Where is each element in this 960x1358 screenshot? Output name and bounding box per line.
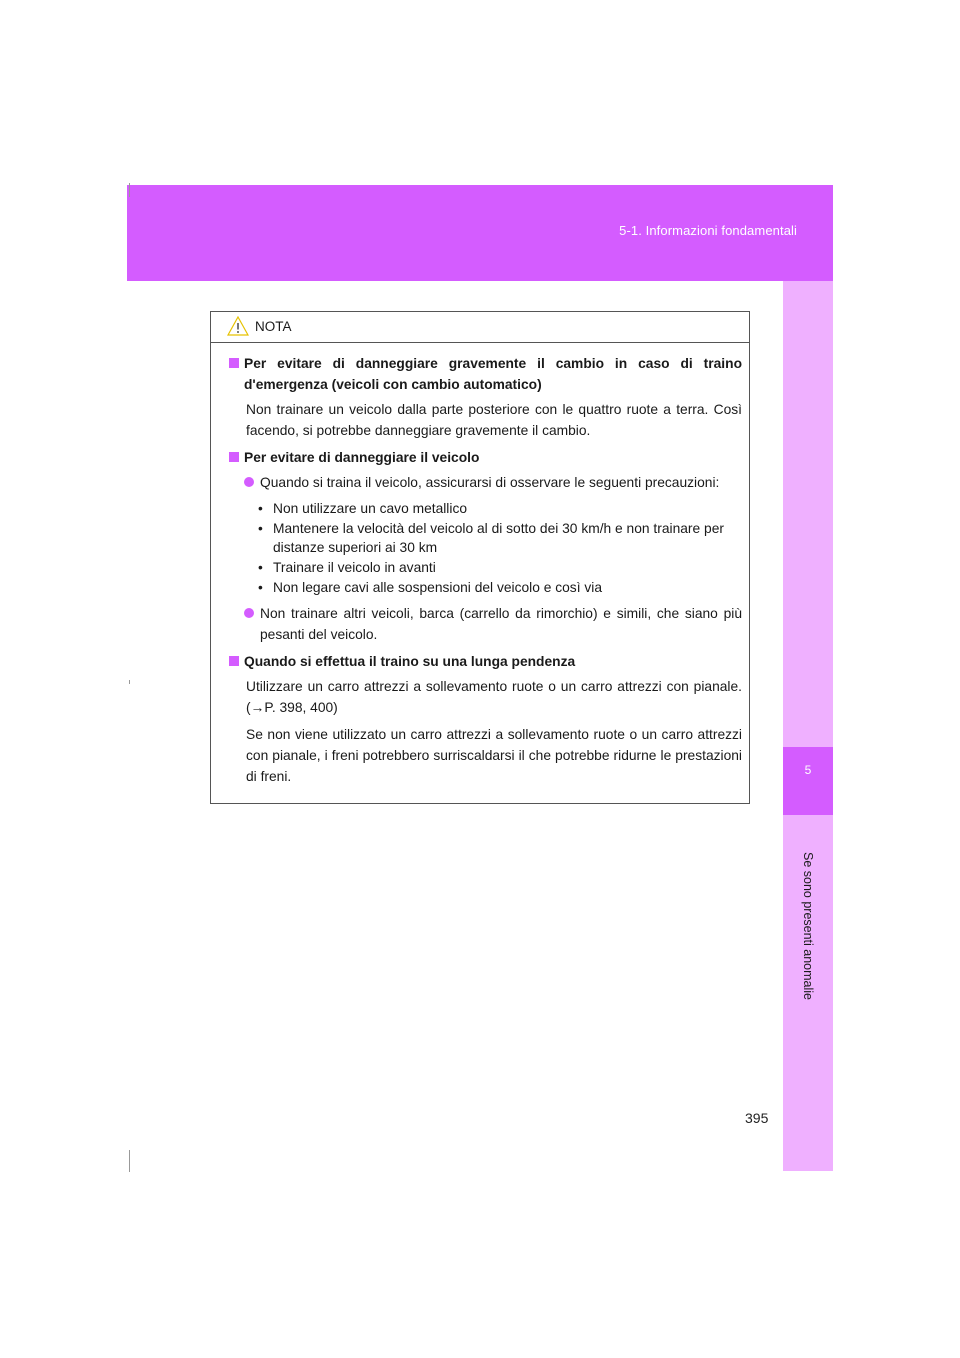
section-heading-text: Per evitare di danneggiare gravemente il cambio in caso di traino d'emergenza (veicoli con cambio automatico) (244, 356, 742, 392)
header-band (127, 185, 833, 281)
crop-mark-left (129, 680, 130, 684)
warning-triangle-icon (227, 316, 249, 341)
chapter-number: 5 (804, 763, 812, 777)
section-title: 5-1. Informazioni fondamentali (619, 223, 797, 238)
list-item (229, 603, 742, 645)
sub-list-item: • Non utilizzare un cavo metallico (229, 499, 742, 518)
chapter-title: Se sono presenti anomalie (801, 851, 815, 1001)
notice-title: NOTA (255, 319, 292, 334)
circle-bullet-icon (244, 608, 254, 618)
chapter-side-tab[interactable] (783, 281, 833, 1171)
notice-header (211, 312, 749, 343)
sub-list (229, 499, 742, 597)
page-number: 395 (745, 1110, 769, 1126)
list-item-text: Quando si traina il veicolo, assicurarsi di osservare le seguenti precauzioni: (260, 475, 720, 490)
sub-list-item: • Non legare cavi alle sospensioni del veicolo e così via (229, 578, 742, 597)
notice-box (210, 311, 750, 804)
square-bullet-icon (229, 452, 239, 462)
crop-mark-bottom (129, 1150, 130, 1172)
sub-list-item: • Trainare il veicolo in avanti (229, 558, 742, 577)
paragraph: Se non viene utilizzato un carro attrezzi a sollevamento ruote o un carro attrezzi con pianale, i freni potrebbero surriscaldarsi il che potrebbe ridurne le prestazioni di freni. (246, 727, 742, 784)
list-item-text: Non trainare altri veicoli, barca (carrello da rimorchio) e simili, che siano più pesanti del veicolo. (260, 606, 742, 642)
section-heading (229, 353, 742, 395)
chapter-tab-highlight (783, 747, 833, 815)
section-heading-text: Per evitare di danneggiare il veicolo (244, 450, 480, 465)
section-heading-text: Quando si effettua il traino su una lunga pendenza (244, 654, 576, 669)
section-heading (229, 651, 742, 672)
list-item (229, 472, 742, 493)
paragraph: Utilizzare un carro attrezzi a sollevamento ruote o un carro attrezzi con pianale. (→P. 398, 400) (246, 679, 742, 715)
square-bullet-icon (229, 358, 239, 368)
square-bullet-icon (229, 656, 239, 666)
crop-mark-top (129, 183, 130, 197)
circle-bullet-icon (244, 477, 254, 487)
sub-list-item: • Mantenere la velocità del veicolo al di sotto dei 30 km/h e non trainare per distanze superiori ai 30 km (229, 519, 742, 557)
paragraph: Non trainare un veicolo dalla parte posteriore con le quattro ruote a terra. Così facendo, si potrebbe danneggiare gravemente il cambio. (246, 402, 742, 438)
section-heading (229, 447, 742, 468)
notice-body (211, 343, 749, 787)
